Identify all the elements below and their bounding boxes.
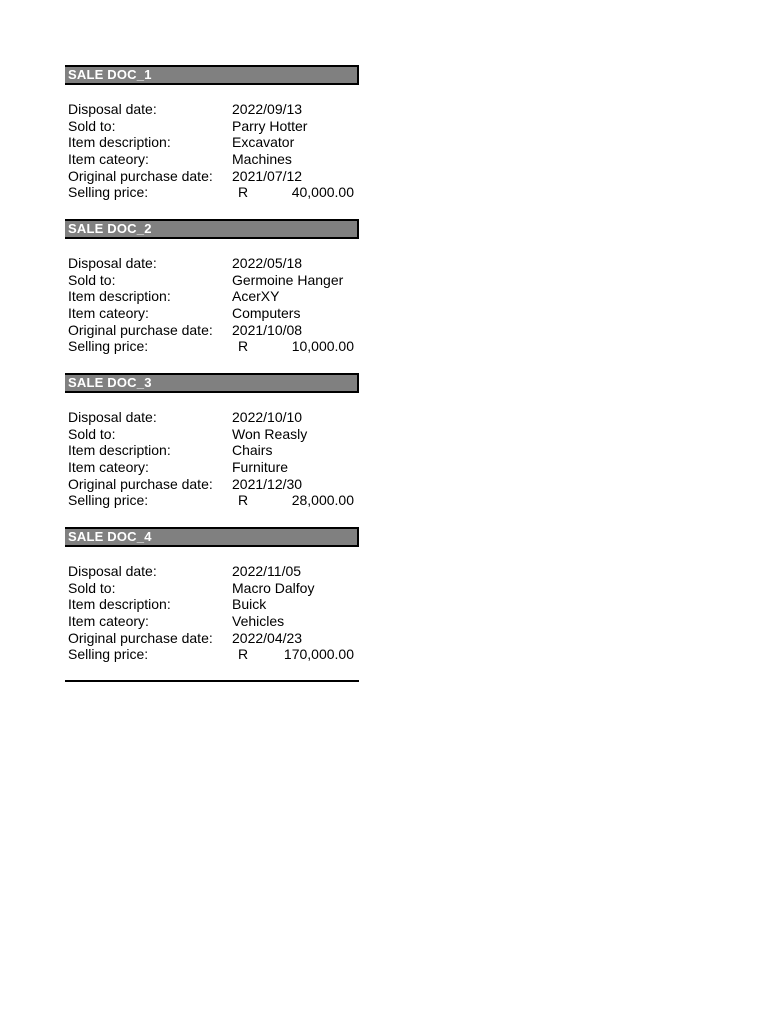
item-description-value: Chairs xyxy=(232,442,273,459)
item-description-value: AcerXY xyxy=(232,288,280,305)
disposal-date-row xyxy=(68,101,359,118)
currency-symbol: R xyxy=(238,184,249,201)
item-category-label: Item cateory: xyxy=(68,459,149,476)
selling-price-value: 10,000.00 xyxy=(291,338,354,355)
disposal-date-label: Disposal date: xyxy=(68,409,157,425)
sale-doc xyxy=(65,373,359,527)
disposal-date-label: Disposal date: xyxy=(68,101,157,117)
item-description-value: Excavator xyxy=(232,134,295,151)
sold-to-label: Sold to: xyxy=(68,117,116,134)
sale-doc-title: SALE DOC_4 xyxy=(65,527,359,547)
original-purchase-date-label: Original purchase date: xyxy=(68,321,213,338)
sale-docs-sheet xyxy=(65,65,359,681)
item-category-label: Item cateory: xyxy=(68,151,149,168)
sold-to-value: Won Reasly xyxy=(232,425,308,442)
item-description-label: Item description: xyxy=(68,288,171,305)
sale-doc-title: SALE DOC_3 xyxy=(65,373,359,393)
selling-price-cell xyxy=(232,184,359,201)
item-category-value: Computers xyxy=(232,305,301,322)
sold-to-value: Macro Dalfoy xyxy=(232,579,315,596)
sold-to-label: Sold to: xyxy=(68,271,116,288)
sale-doc xyxy=(65,65,359,219)
sold-to-row xyxy=(68,118,359,135)
selling-price-cell xyxy=(232,338,359,355)
sale-doc xyxy=(65,219,359,373)
bottom-divider xyxy=(65,680,359,682)
sale-doc xyxy=(65,527,359,681)
selling-price-value: 40,000.00 xyxy=(291,184,354,201)
item-description-row xyxy=(68,442,359,459)
currency-symbol: R xyxy=(238,646,249,663)
item-category-row xyxy=(68,459,359,476)
sale-doc-fields xyxy=(68,101,359,201)
original-purchase-date-value: 2021/07/12 xyxy=(232,167,303,184)
selling-price-label: Selling price: xyxy=(68,646,149,663)
item-category-row xyxy=(68,151,359,168)
disposal-date-value: 2022/10/10 xyxy=(232,409,303,425)
currency-symbol: R xyxy=(238,492,249,509)
selling-price-cell xyxy=(232,492,359,509)
disposal-date-value: 2022/11/05 xyxy=(232,563,302,579)
sale-doc-title: SALE DOC_1 xyxy=(65,65,359,85)
disposal-date-value: 2022/09/13 xyxy=(232,101,303,117)
selling-price-label: Selling price: xyxy=(68,184,149,201)
item-category-row xyxy=(68,613,359,630)
original-purchase-date-value: 2022/04/23 xyxy=(232,629,303,646)
original-purchase-date-row xyxy=(68,476,359,493)
item-description-row xyxy=(68,134,359,151)
selling-price-row xyxy=(68,338,359,355)
disposal-date-value: 2022/05/18 xyxy=(232,255,303,271)
selling-price-cell xyxy=(232,646,359,663)
sale-doc-fields xyxy=(68,563,359,663)
original-purchase-date-row xyxy=(68,630,359,647)
item-description-row xyxy=(68,596,359,613)
item-description-label: Item description: xyxy=(68,596,171,613)
sold-to-value: Parry Hotter xyxy=(232,117,308,134)
sold-to-value: Germoine Hanger xyxy=(232,271,344,288)
sale-doc-fields xyxy=(68,409,359,509)
item-category-row xyxy=(68,305,359,322)
selling-price-value: 28,000.00 xyxy=(291,492,354,509)
disposal-date-label: Disposal date: xyxy=(68,563,157,579)
original-purchase-date-label: Original purchase date: xyxy=(68,167,213,184)
sale-doc-fields xyxy=(68,255,359,355)
disposal-date-row xyxy=(68,255,359,272)
item-category-label: Item cateory: xyxy=(68,305,149,322)
original-purchase-date-row xyxy=(68,322,359,339)
item-description-label: Item description: xyxy=(68,134,171,151)
original-purchase-date-label: Original purchase date: xyxy=(68,475,213,492)
sale-doc-title: SALE DOC_2 xyxy=(65,219,359,239)
original-purchase-date-value: 2021/12/30 xyxy=(232,475,303,492)
selling-price-value: 170,000.00 xyxy=(283,646,354,663)
sold-to-row xyxy=(68,426,359,443)
item-description-value: Buick xyxy=(232,596,267,613)
item-description-row xyxy=(68,288,359,305)
selling-price-row xyxy=(68,492,359,509)
sold-to-label: Sold to: xyxy=(68,579,116,596)
sold-to-row xyxy=(68,580,359,597)
item-category-label: Item cateory: xyxy=(68,613,149,630)
original-purchase-date-value: 2021/10/08 xyxy=(232,321,303,338)
selling-price-label: Selling price: xyxy=(68,492,149,509)
selling-price-row xyxy=(68,646,359,663)
disposal-date-label: Disposal date: xyxy=(68,255,157,271)
item-category-value: Vehicles xyxy=(232,613,285,630)
item-category-value: Machines xyxy=(232,151,292,168)
selling-price-row xyxy=(68,184,359,201)
selling-price-label: Selling price: xyxy=(68,338,149,355)
original-purchase-date-label: Original purchase date: xyxy=(68,629,213,646)
item-category-value: Furniture xyxy=(232,459,289,476)
original-purchase-date-row xyxy=(68,168,359,185)
currency-symbol: R xyxy=(238,338,249,355)
disposal-date-row xyxy=(68,409,359,426)
item-description-label: Item description: xyxy=(68,442,171,459)
sold-to-label: Sold to: xyxy=(68,425,116,442)
sold-to-row xyxy=(68,272,359,289)
disposal-date-row xyxy=(68,563,359,580)
